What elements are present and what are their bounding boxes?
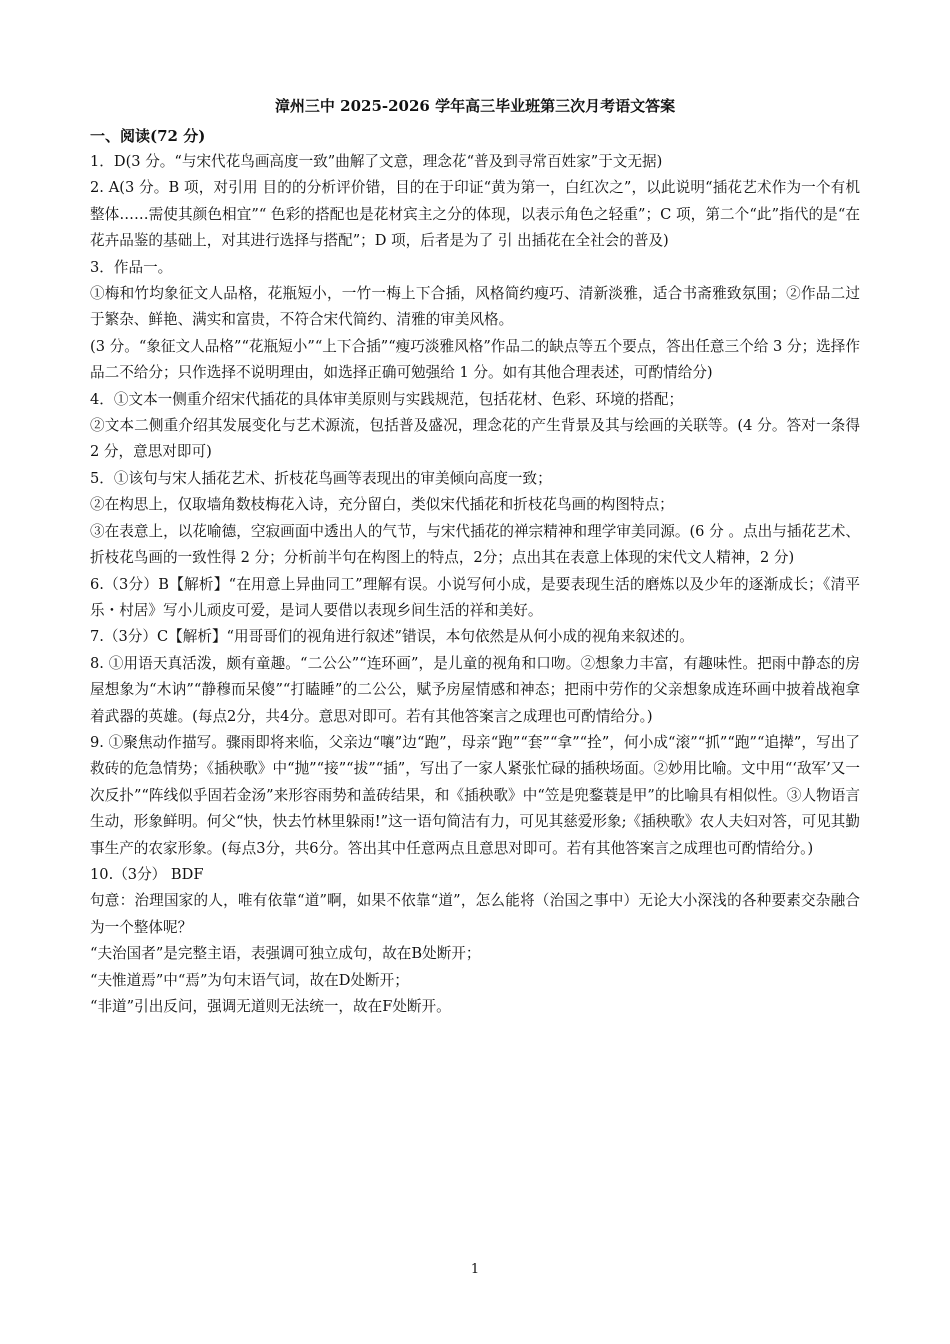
answer-paragraph: 2. A(3 分。B 项，对引用 目的的分析评价错，目的在于印证“黄为第一，白红次之”，以此说明“插花艺术作为一个有机整体……需使其颜色相宜”“ 色彩的搭配也是花材宾主之分的体现，以表示角色之轻重”；C 项，第二个“此”指代的是“在花卉品鉴的基础上，对其进行选择与搭配”；D 项，后者是为了 引 出插花在全社会的普及) <box>90 179 860 250</box>
answer-paragraph: 10.（3分） BDF <box>90 865 204 883</box>
page-number: 1 <box>470 1262 480 1277</box>
answer-content <box>90 93 860 1020</box>
answer-paragraph: 6.（3分）B【解析】“在用意上异曲同工”理解有误。小说写何小成，是要表现生活的磨炼以及少年的逐渐成长；《清平乐・村居》写小儿顽皮可爱，是词人要借以表现乡间生活的祥和美好。 <box>90 575 860 619</box>
answer-paragraph: ②在构思上，仅取墙角数枝梅花入诗，充分留白，类似宋代插花和折枝花鸟画的构图特点； <box>90 496 674 514</box>
document-title: 漳州三中 2025-2026 学年高三毕业班第三次月考语文答案 <box>274 97 676 115</box>
answer-paragraph: ②文本二侧重介绍其发展变化与艺术源流，包括普及盛况，理念花的产生背景及其与绘画的关联等。(4 分。答对一条得 2 分，意思对即可) <box>90 417 860 461</box>
section-heading-reading: 一、阅读(72 分) <box>90 127 206 145</box>
answer-paragraph: “非道”引出反问，强调无道则无法统一，故在F处断开。 <box>90 998 451 1015</box>
answer-paragraph: 1．D(3 分。“与宋代花鸟画高度一致”曲解了文意，理念花“普及到寻常百姓家”于文无据) <box>90 153 663 170</box>
answer-paragraph: 8. ①用语天真活泼，颇有童趣。“二公公”“连环画”，是儿童的视角和口吻。②想象力丰富，有趣味性。把雨中静态的房屋想象为“木讷”“静穆而呆傻”“打瞌睡”的二公公，赋予房屋情感和神态；把雨中劳作的父亲想象成连环画中披着战袍拿着武器的英雄。(每点2分，共4分。意思对即可。若有其他答案言之成理也可酌情给分。) <box>90 654 860 725</box>
answer-paragraph: 3．作品一。 <box>90 258 173 276</box>
answer-paragraph: ③在表意上，以花喻德，空寂画面中透出人的气节，与宋代插花的禅宗精神和理学审美同源。(6 分 。点出与插花艺术、折枝花鸟画的一致性得 2 分；分析前半句在构图上的特点，2分；点出其在表意上体现的宋代文人精神，2 分) <box>90 522 860 567</box>
answer-paragraph: (3 分。“象征文人品格”“花瓶短小”“上下合插”“瘦巧淡雅风格”作品二的缺点等五个要点，答出任意三个给 3 分；选择作品二不给分；只作选择不说明理由，如选择正确可勉强给 1 分。如有其他合理表述，可酌情给分) <box>90 337 860 382</box>
answer-paragraph: 5．①该句与宋人插花艺术、折枝花鸟画等表现出的审美倾向高度一致； <box>90 469 552 487</box>
answer-paragraph: 4．①文本一侧重介绍宋代插花的具体审美原则与实践规范，包括花材、色彩、环境的搭配； <box>90 390 684 408</box>
answer-paragraph: “夫治国者”是完整主语，表强调可独立成句，故在B处断开； <box>90 945 481 963</box>
answer-paragraph: 9. ①聚焦动作描写。骤雨即将来临，父亲边“嚷”边“跑”，母亲“跑”“套”“拿”“拴”，何小成“滚”“抓”“跑”“追撵”，写出了救砖的危急情势；《插秧歌》中“抛”“接”“拔”“插”，写出了一家人紧张忙碌的插秧场面。②妙用比喻。文中用“‘敌军’又一次反扑”“阵线似乎固若金汤”来形容雨势和盖砖结果，和《插秧歌》中“笠是兜鍪蓑是甲”的比喻具有相似性。③人物语言生动，形象鲜明。何父“快，快去竹林里躲雨!”这一语句简洁有力，可见其慈爱形象;《插秧歌》农人夫妇对答，可见其勤事生产的农家形象。(每点3分，共6分。答出其中任意两点且意思对即可。若有其他答案言之成理也可酌情给分。) <box>90 733 860 857</box>
answer-paragraph: 句意：治理国家的人，唯有依靠“道”啊，如果不依靠“道”，怎么能将（治国之事中）无论大小深浅的各种要素交杂融合为一个整体呢？ <box>90 892 860 936</box>
answer-paragraph: “夫惟道焉”中“焉”为句末语气词，故在D处断开； <box>90 971 409 989</box>
answer-paragraph: ①梅和竹均象征文人品格，花瓶短小，一竹一梅上下合插，风格简约瘦巧、清新淡雅，适合书斋雅致氛围；②作品二过于繁杂、鲜艳、满实和富贵，不符合宋代简约、清雅的审美风格。 <box>90 285 860 329</box>
answer-paragraph: 7.（3分）C【解析】“用哥哥们的视角进行叙述”错误，本句依然是从何小成的视角来叙述的。 <box>90 628 694 646</box>
